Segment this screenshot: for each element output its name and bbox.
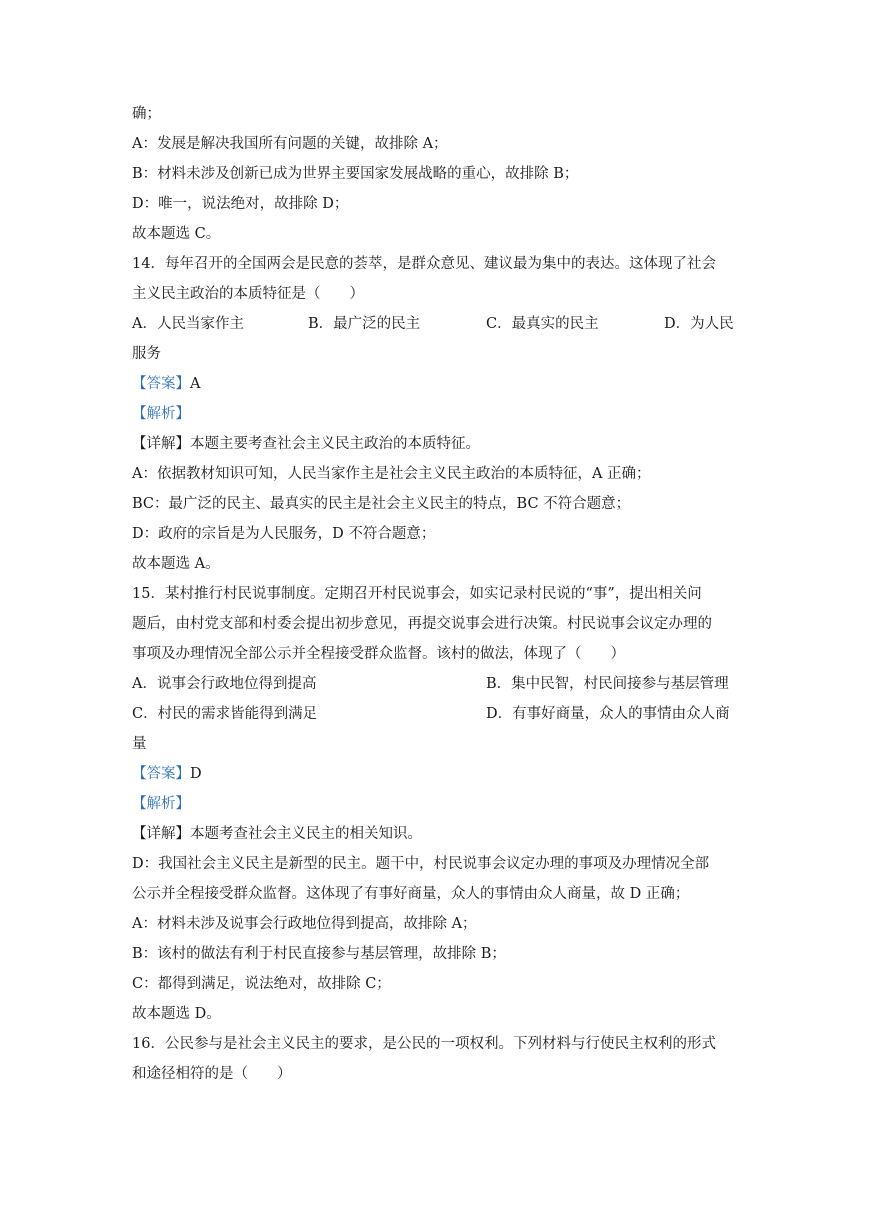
question-stem: 和途径相符的是（ ） bbox=[132, 1066, 292, 1082]
answer-line bbox=[132, 374, 742, 394]
option-c: C．村民的需求皆能得到满足 bbox=[132, 706, 318, 722]
question-stem: 主义民主政治的本质特征是（ ） bbox=[132, 286, 364, 302]
detail-line bbox=[132, 434, 742, 454]
answer-tag: 【答案】 bbox=[132, 376, 190, 392]
option-b: B．最广泛的民主 bbox=[308, 316, 421, 332]
option-d-continued: 量 bbox=[132, 736, 147, 752]
analysis-line bbox=[132, 404, 742, 424]
question-stem: 事项及办理情况全部公示并全程接受群众监督。该村的做法，体现了（ ） bbox=[132, 646, 625, 662]
text-line: B：材料未涉及创新已成为世界主要国家发展战略的重心，故排除 B； bbox=[132, 166, 579, 182]
explanation-line: A：依据教材知识可知，人民当家作主是社会主义民主政治的本质特征，A 正确； bbox=[132, 466, 651, 482]
explanation-line: D：我国社会主义民主是新型的民主。题干中，村民说事会议定办理的事项及办理情况全部 bbox=[132, 856, 710, 872]
question-stem: 15．某村推行村民说事制度。定期召开村民说事会，如实记录村民说的“事”，提出相关问 bbox=[132, 586, 702, 602]
explanation-line: A：材料未涉及说事会行政地位得到提高，故排除 A； bbox=[132, 916, 477, 932]
options-row bbox=[132, 674, 742, 694]
option-d: D．有事好商量，众人的事情由众人商 bbox=[486, 706, 730, 722]
explanation-line: 公示并全程接受群众监督。这体现了有事好商量，众人的事情由众人商量，故 D 正确； bbox=[132, 886, 690, 902]
analysis-line bbox=[132, 794, 742, 814]
explanation-line: B：该村的做法有利于村民直接参与基层管理，故排除 B； bbox=[132, 946, 506, 962]
option-b: B．集中民智，村民间接参与基层管理 bbox=[486, 676, 729, 692]
text-line: 故本题选 C。 bbox=[132, 226, 221, 242]
question-stem: 14．每年召开的全国两会是民意的荟萃，是群众意见、建议最为集中的表达。这体现了社会 bbox=[132, 256, 716, 272]
explanation-line: D：政府的宗旨是为人民服务，D 不符合题意； bbox=[132, 526, 436, 542]
answer-value: D bbox=[190, 766, 202, 782]
options-row bbox=[132, 704, 742, 724]
answer-value: A bbox=[190, 376, 201, 392]
explanation-line: C：都得到满足，说法绝对，故排除 C； bbox=[132, 976, 391, 992]
analysis-tag: 【解析】 bbox=[132, 796, 190, 812]
option-d-continued: 服务 bbox=[132, 346, 161, 362]
detail-tag: 【详解】 bbox=[132, 826, 190, 842]
detail-tag: 【详解】 bbox=[132, 436, 190, 452]
text-line: 确； bbox=[132, 106, 161, 122]
detail-text: 本题主要考查社会主义民主政治的本质特征。 bbox=[190, 436, 480, 452]
answer-tag: 【答案】 bbox=[132, 766, 190, 782]
text-line: D：唯一，说法绝对，故排除 D； bbox=[132, 196, 349, 212]
detail-text: 本题考查社会主义民主的相关知识。 bbox=[190, 826, 422, 842]
answer-line bbox=[132, 764, 742, 784]
detail-line bbox=[132, 824, 742, 844]
explanation-line: BC：最广泛的民主、最真实的民主是社会主义民主的特点，BC 不符合题意； bbox=[132, 496, 631, 512]
option-a: A．说事会行政地位得到提高 bbox=[132, 676, 317, 692]
option-a: A．人民当家作主 bbox=[132, 316, 244, 332]
option-d: D．为人民 bbox=[664, 316, 734, 332]
explanation-line: 故本题选 A。 bbox=[132, 556, 220, 572]
option-c: C．最真实的民主 bbox=[486, 316, 599, 332]
analysis-tag: 【解析】 bbox=[132, 406, 190, 422]
question-stem: 题后，由村党支部和村委会提出初步意见，再提交说事会进行决策。村民说事会议定办理的 bbox=[132, 616, 712, 632]
explanation-line: 故本题选 D。 bbox=[132, 1006, 221, 1022]
text-line: A：发展是解决我国所有问题的关键，故排除 A； bbox=[132, 136, 448, 152]
question-stem: 16．公民参与是社会主义民主的要求，是公民的一项权利。下列材料与行使民主权利的形式 bbox=[132, 1036, 716, 1052]
options-row bbox=[132, 314, 742, 334]
